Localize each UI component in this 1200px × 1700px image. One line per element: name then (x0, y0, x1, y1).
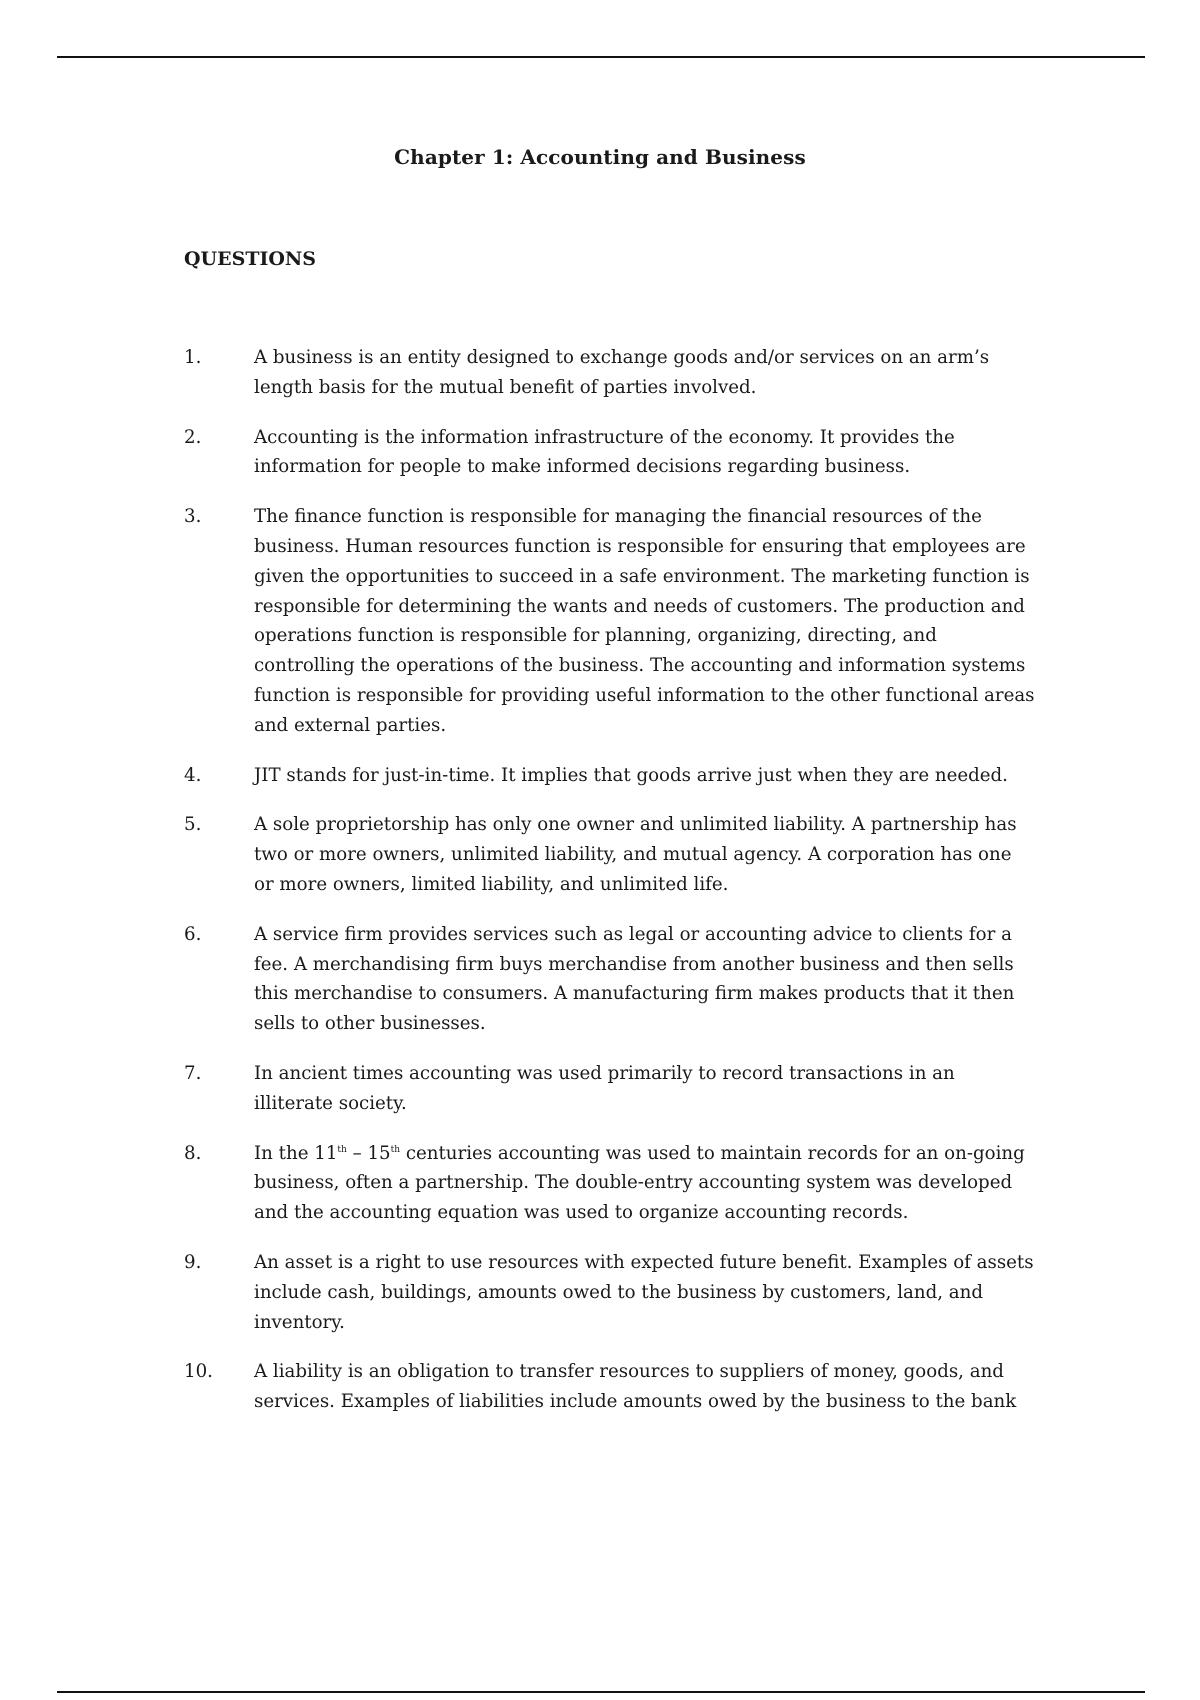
question-text: JIT stands for just-in-time. It implies that goods arrive just when they are needed. (254, 764, 1008, 786)
question-number: 10. (184, 1361, 213, 1383)
question-list (184, 343, 1064, 1437)
superscript-ordinal: th (337, 1144, 347, 1155)
question-item (184, 1248, 1064, 1337)
question-text: A business is an entity designed to exchange goods and/or services on an arm’s length basis for the mutual benefit of parties involved. (254, 347, 990, 398)
question-text-part: In the 11 (254, 1142, 338, 1164)
question-text (254, 1139, 1064, 1228)
question-number: 7. (184, 1062, 202, 1084)
question-item (184, 761, 1064, 791)
question-number: 9. (184, 1251, 202, 1273)
superscript-ordinal: th (390, 1144, 401, 1155)
question-number: 5. (184, 814, 202, 836)
question-text: An asset is a right to use resources with expected future benefit. Examples of assets include cash, buildings, amounts owed to the business by customers, land, and inventory. (254, 1251, 1034, 1333)
chapter-title: Chapter 1: Accounting and Business (394, 145, 806, 169)
question-text-part: – 15 (346, 1142, 391, 1164)
question-text-part: centuries accounting was used to maintain records for an on-going business, often a partnership. The double-entry accounting system was developed and the accounting equation was used to organize accounting records. (254, 1142, 1025, 1224)
question-item (184, 920, 1064, 1039)
question-text: A sole proprietorship has only one owner and unlimited liability. A partnership has two or more owners, unlimited liability, and mutual agency. A corporation has one or more owners, limited liability, and unlimited life. (254, 814, 1017, 895)
question-text: A liability is an obligation to transfer resources to suppliers of money, goods, and services. Examples of liabilities include amounts owed by the business to the bank (254, 1361, 1017, 1413)
top-rule (57, 56, 1145, 58)
question-number: 6. (184, 923, 202, 945)
question-item (184, 1059, 1064, 1119)
question-item (184, 423, 1064, 483)
question-item (184, 343, 1064, 403)
question-item (184, 1139, 1064, 1228)
question-number: 4. (184, 764, 202, 786)
question-number: 3. (184, 506, 202, 528)
question-text: In ancient times accounting was used primarily to record transactions in an illiterate society. (254, 1062, 955, 1114)
question-number: 8. (184, 1142, 202, 1164)
question-text: A service firm provides services such as legal or accounting advice to clients for a fee. A merchandising firm buys merchandise from another business and then sells this merchandise to consumers. A manufacturing firm makes products that it then sells to other businesses. (254, 923, 1015, 1035)
question-text: Accounting is the information infrastructure of the economy. It provides the information for people to make informed decisions regarding business. (254, 426, 955, 478)
question-number: 2. (184, 426, 202, 448)
section-heading: QUESTIONS (184, 248, 316, 270)
question-text: The finance function is responsible for managing the financial resources of the business. Human resources function is responsible for ensuring that employees are given the opportunities to succeed in a safe environment. The marketing function is responsible for determining the wants and needs of customers. The production and operations function is responsible for planning, organizing, directing, and controlling the operations of the business. The accounting and information systems function is responsible for providing useful information to the other functional areas and external parties. (254, 506, 1035, 736)
question-item (184, 810, 1064, 899)
question-number: 1. (184, 347, 202, 368)
bottom-rule (57, 1691, 1145, 1693)
question-item (184, 1357, 1064, 1417)
question-item (184, 502, 1064, 740)
